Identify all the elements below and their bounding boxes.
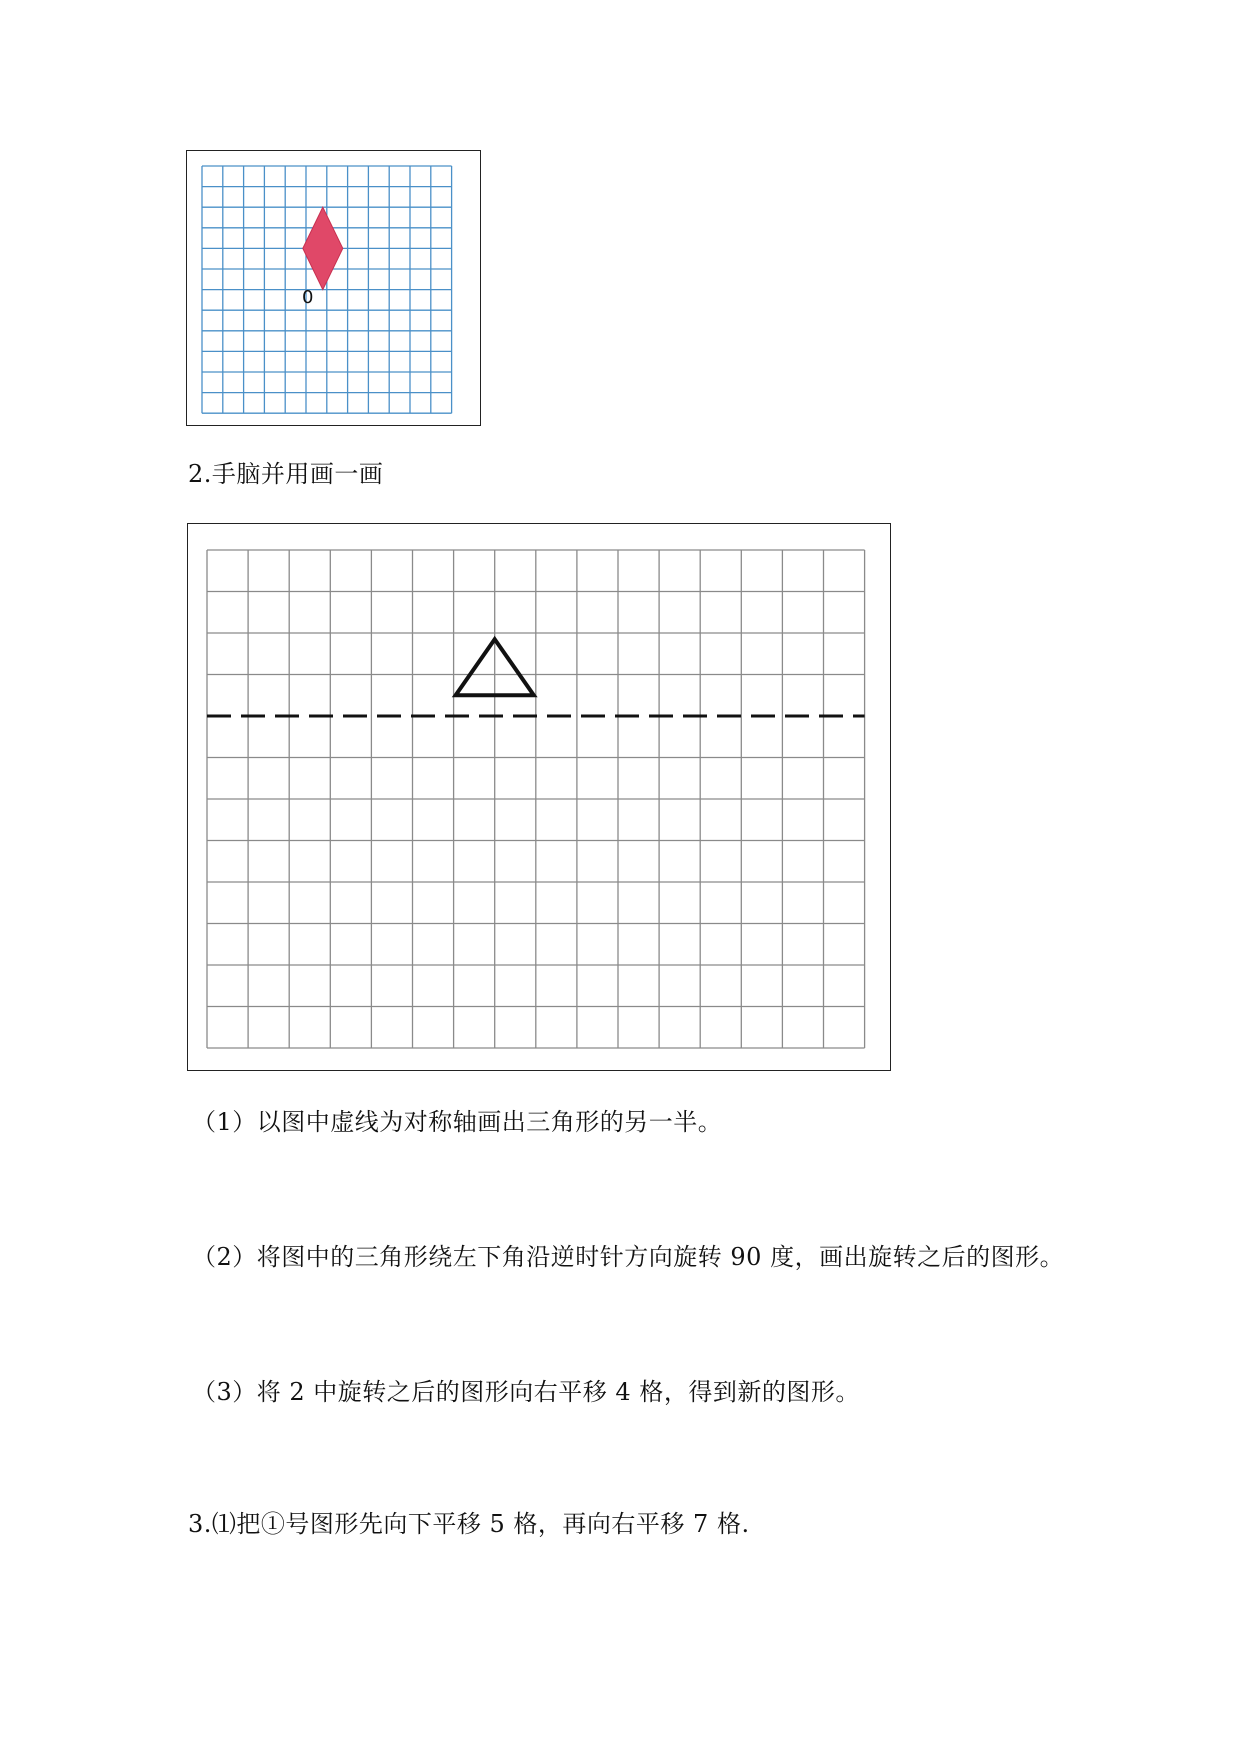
question-2-title: 2.手脑并用画一画 xyxy=(188,460,384,488)
figure-2-frame xyxy=(187,523,891,1071)
sub-question-3: （3）将 2 中旋转之后的图形向右平移 4 格，得到新的图形。 xyxy=(192,1378,860,1406)
question-3-text: 3.⑴把①号图形先向下平移 5 格，再向右平移 7 格. xyxy=(188,1510,750,1538)
rotation-point-label: 0 xyxy=(302,287,314,308)
rhombus-shape xyxy=(303,207,343,289)
gray-grid-figure xyxy=(188,524,889,1069)
sub-question-2: （2）将图中的三角形绕左下角沿逆时针方向旋转 90 度，画出旋转之后的图形。 xyxy=(192,1243,1065,1271)
blue-grid-figure xyxy=(187,151,479,424)
figure-1-frame xyxy=(186,150,481,426)
sub-question-1: （1）以图中虚线为对称轴画出三角形的另一半。 xyxy=(192,1108,723,1136)
